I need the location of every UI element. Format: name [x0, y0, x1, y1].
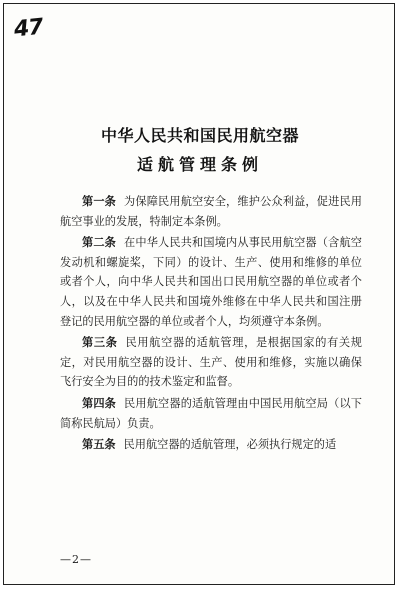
document-title-line1: 中华人民共和国民用航空器 [100, 126, 299, 145]
article-heading: 第二条 [82, 236, 117, 250]
article-5 [60, 435, 362, 455]
page-number: —2— [60, 553, 92, 566]
article-text: 民用航空器的适航管理由中国民用航空局（以下简称民航局）负责。 [60, 396, 362, 430]
document-title-line2: 适航管理条例 [136, 155, 263, 174]
handwritten-page-mark: 47 [12, 14, 44, 43]
article-4 [60, 394, 362, 433]
document-body [60, 192, 362, 457]
article-text: 在中华人民共和国境内从事民用航空器（含航空发动机和螺旋桨，下同）的设计、生产、使用和维修的单位或者个人，向中华人民共和国出口民用航空器的单位或者个人，以及在中华人民共和国境外维修在中华人民共和国注册登记的民用航空器的单位或者个人，均须遵守本条例。 [60, 236, 362, 328]
article-heading: 第四条 [82, 396, 117, 410]
article-1 [60, 192, 362, 231]
article-text: 为保障民用航空安全，维护公众利益，促进民用航空事业的发展，特制定本条例。 [60, 195, 362, 228]
article-2 [60, 233, 362, 331]
article-text: 民用航空器的适航管理，必须执行规定的适 [123, 438, 337, 452]
article-heading: 第三条 [82, 336, 118, 350]
article-3 [60, 333, 362, 392]
article-heading: 第一条 [82, 195, 117, 208]
article-text: 民用航空器的适航管理，是根据国家的有关规定，对民用航空器的设计、生产、使用和维修，实施以确保飞行安全为目的的技术鉴定和监督。 [60, 336, 362, 389]
article-heading: 第五条 [82, 438, 116, 452]
